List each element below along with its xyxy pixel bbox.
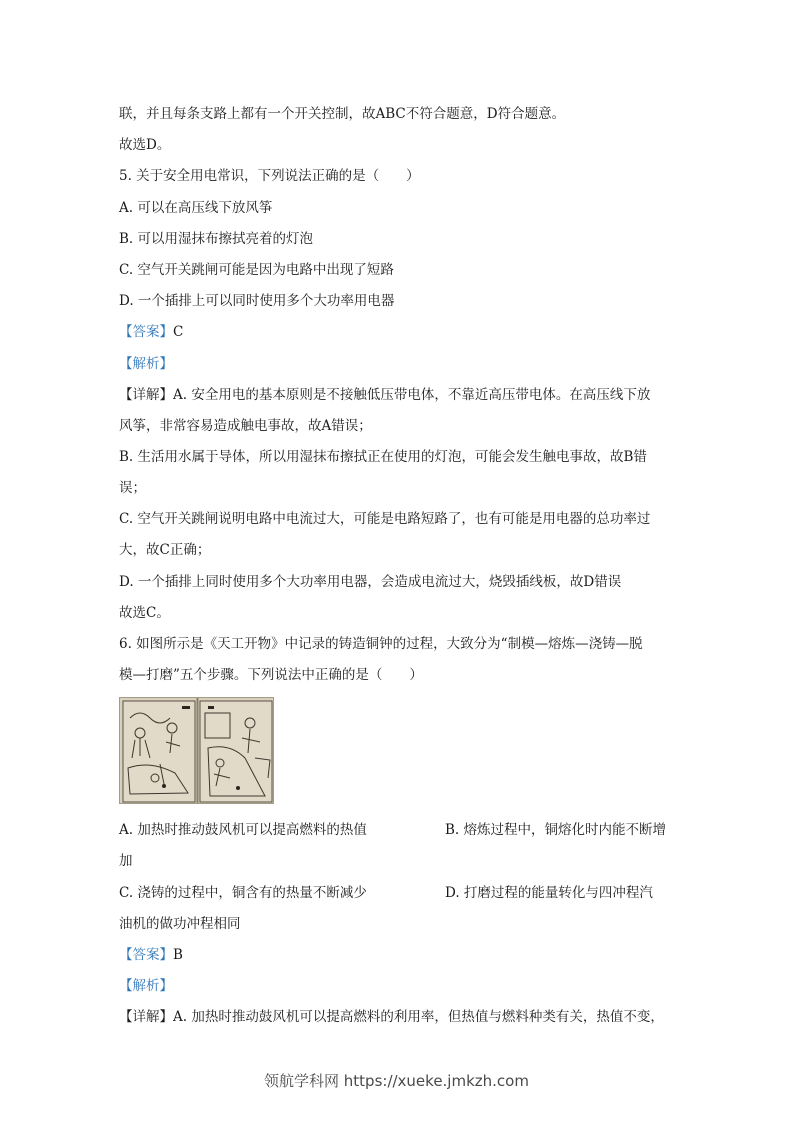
line-text: C. 空气开关跳闸说明电路中电流过大，可能是电路短路了，也有可能是用电器的总功率过 bbox=[119, 511, 651, 527]
option-a: A. 加热时推动鼓风机可以提高燃料的热值 bbox=[119, 822, 367, 838]
body-line bbox=[119, 354, 173, 374]
detail-line-q6 bbox=[119, 1007, 664, 1027]
body-line bbox=[119, 665, 423, 685]
line-text: 5. 关于安全用电常识，下列说法正确的是（ ） bbox=[119, 168, 420, 184]
body-line bbox=[119, 603, 170, 623]
line-text: 联，并且每条支路上都有一个开关控制，故ABC不符合题意，D符合题意。 bbox=[119, 106, 566, 122]
tiangong-kaiwu-illustration bbox=[119, 697, 274, 804]
body-line bbox=[119, 166, 420, 186]
body-line bbox=[119, 540, 210, 560]
line-text: 大，故C正确； bbox=[119, 542, 211, 558]
option-d-continued: 油机的做功冲程相同 bbox=[119, 916, 241, 932]
body-line bbox=[119, 198, 272, 218]
body-line bbox=[119, 229, 313, 249]
line-text: 风筝，非常容易造成触电事故，故A错误； bbox=[119, 418, 372, 434]
body-line bbox=[119, 478, 146, 498]
page-footer: 领航学科网 https://xueke.jmkzh.com bbox=[264, 1072, 529, 1090]
analysis-line-q6 bbox=[119, 976, 173, 996]
line-text: A. 安全用电的基本原则是不接触低压带电体，不靠近高压带电体。在高压线下放 bbox=[173, 387, 651, 403]
answer-tag: 【答案】 bbox=[119, 947, 173, 963]
line-text: A. 可以在高压线下放风筝 bbox=[119, 200, 273, 216]
detail-tag: 【详解】 bbox=[119, 1009, 173, 1025]
line-text: 误； bbox=[119, 480, 146, 496]
line-tag: 【解析】 bbox=[119, 356, 173, 372]
body-line bbox=[119, 416, 372, 436]
detail-text: A. 加热时推动鼓风机可以提高燃料的利用率，但热值与燃料种类有关，热值不变， bbox=[173, 1009, 664, 1025]
body-line bbox=[119, 322, 183, 342]
line-text: C bbox=[173, 324, 184, 340]
body-line bbox=[119, 260, 394, 280]
body-line bbox=[119, 634, 643, 654]
option-b: B. 熔炼过程中，铜熔化时内能不断增 bbox=[445, 822, 667, 838]
answer-line-q6 bbox=[119, 945, 183, 965]
option-b-continued: 加 bbox=[119, 853, 133, 869]
line-text: 故选D。 bbox=[119, 137, 171, 153]
body-line bbox=[119, 291, 394, 311]
body-line bbox=[119, 135, 170, 155]
line-tag: 【答案】 bbox=[119, 324, 173, 340]
answer-value: B bbox=[173, 947, 183, 963]
line-text: B. 生活用水属于导体，所以用湿抹布擦拭正在使用的灯泡，可能会发生触电事故，故B错 bbox=[119, 449, 647, 465]
line-text: C. 空气开关跳闸可能是因为电路中出现了短路 bbox=[119, 262, 394, 278]
woodblock-print-image bbox=[120, 698, 274, 804]
body-line bbox=[119, 572, 621, 592]
line-text: D. 一个插排上同时使用多个大功率用电器，会造成电流过大，烧毁插线板，故D错误 bbox=[119, 574, 622, 590]
line-text: 6. 如图所示是《天工开物》中记录的铸造铜钟的过程，大致分为“制模—熔炼—浇铸—脱 bbox=[119, 636, 643, 652]
line-text: D. 一个插排上可以同时使用多个大功率用电器 bbox=[119, 293, 395, 309]
option-d: D. 打磨过程的能量转化与四冲程汽 bbox=[445, 885, 653, 901]
body-line bbox=[119, 104, 565, 124]
line-tag: 【详解】 bbox=[119, 387, 173, 403]
analysis-tag: 【解析】 bbox=[119, 978, 173, 994]
body-line bbox=[119, 385, 650, 405]
body-line bbox=[119, 509, 650, 529]
line-text: 模—打磨”五个步骤。下列说法中正确的是（ ） bbox=[119, 667, 423, 683]
body-line bbox=[119, 447, 647, 467]
line-text: B. 可以用湿抹布擦拭亮着的灯泡 bbox=[119, 231, 314, 247]
line-text: 故选C。 bbox=[119, 605, 170, 621]
option-c: C. 浇铸的过程中，铜含有的热量不断减少 bbox=[119, 885, 367, 901]
